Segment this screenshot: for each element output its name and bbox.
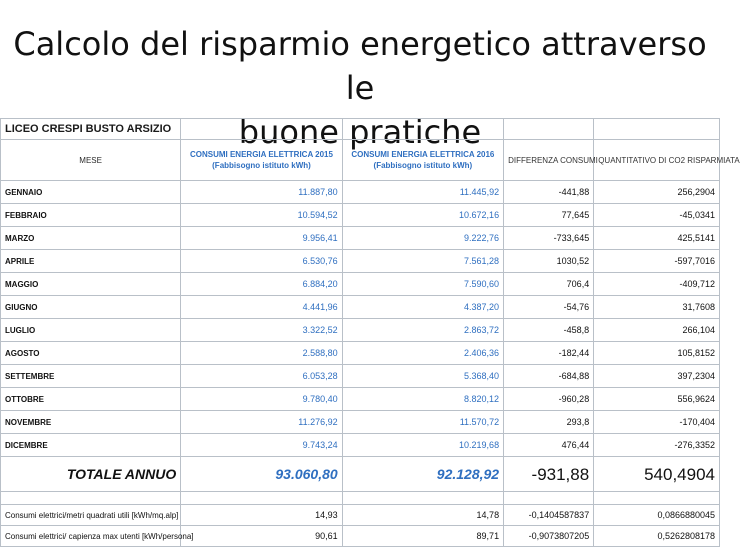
header-consumi-2015	[181, 140, 342, 181]
indicator-row	[1, 505, 720, 526]
differenza-cell: -182,44	[504, 342, 594, 365]
slide-title-line1: Calcolo del risparmio energetico attraverso le	[13, 25, 707, 107]
header-row	[1, 140, 720, 181]
month-cell: SETTEMBRE	[1, 365, 181, 388]
empty-cell	[342, 492, 503, 505]
differenza-cell: -458,8	[504, 319, 594, 342]
header-consumi-2016-line2: (Fabbisogno istituto kWh)	[373, 161, 473, 170]
co2-cell: -45,0341	[594, 204, 720, 227]
school-name: LICEO CRESPI BUSTO ARSIZIO	[1, 119, 181, 140]
header-consumi-2015-line1: CONSUMI ENERGIA ELETTRICA 2015	[189, 150, 333, 159]
slide-title-line2: buone pratiche	[238, 113, 482, 151]
month-cell: FEBBRAIO	[1, 204, 181, 227]
consumi-2015-cell: 2.588,80	[181, 342, 342, 365]
indicator-co2: 0,0866880045	[594, 505, 720, 526]
header-consumi-2016-line1: CONSUMI ENERGIA ELETTRICA 2016	[351, 150, 495, 159]
header-consumi-2016	[342, 140, 503, 181]
indicator-co2: 0,5262808178	[594, 526, 720, 547]
co2-cell: -409,712	[594, 273, 720, 296]
month-cell: APRILE	[1, 250, 181, 273]
total-consumi-2016: 92.128,92	[342, 457, 503, 492]
differenza-cell: 1030,52	[504, 250, 594, 273]
consumi-2015-cell: 4.441,96	[181, 296, 342, 319]
co2-cell: 105,8152	[594, 342, 720, 365]
energy-table	[0, 118, 740, 547]
month-cell: OTTOBRE	[1, 388, 181, 411]
consumi-2016-cell: 7.561,28	[342, 250, 503, 273]
month-cell: MARZO	[1, 227, 181, 250]
co2-cell: 266,104	[594, 319, 720, 342]
indicator-differenza: -0,9073807205	[504, 526, 594, 547]
differenza-cell: -54,76	[504, 296, 594, 319]
total-differenza: -931,88	[504, 457, 594, 492]
consumi-2016-cell: 9.222,76	[342, 227, 503, 250]
header-co2: QUANTITATIVO DI CO2 RISPARMIATA	[594, 140, 720, 181]
table-row	[1, 273, 720, 296]
co2-cell: 425,5141	[594, 227, 720, 250]
consumi-2016-cell: 5.368,40	[342, 365, 503, 388]
empty-cell	[594, 492, 720, 505]
empty-cell	[1, 492, 181, 505]
co2-cell: -276,3352	[594, 434, 720, 457]
month-cell: AGOSTO	[1, 342, 181, 365]
empty-cell	[181, 492, 342, 505]
spacer-row	[1, 492, 720, 505]
table-row	[1, 319, 720, 342]
indicator-2016: 14,78	[342, 505, 503, 526]
indicator-2015: 14,93	[181, 505, 342, 526]
differenza-cell: -441,88	[504, 181, 594, 204]
consumi-2016-cell: 2.863,72	[342, 319, 503, 342]
indicator-row	[1, 526, 720, 547]
differenza-cell: 293,8	[504, 411, 594, 434]
indicator-2016: 89,71	[342, 526, 503, 547]
co2-cell: 397,2304	[594, 365, 720, 388]
indicator-label: Consumi elettrici/ capienza max utenti [kWh/persona]	[1, 526, 181, 547]
month-cell: DICEMBRE	[1, 434, 181, 457]
differenza-cell: 77,645	[504, 204, 594, 227]
header-mese: MESE	[1, 140, 181, 181]
indicator-label: Consumi elettrici/metri quadrati utili [kWh/mq.alp]	[1, 505, 181, 526]
month-cell: GIUGNO	[1, 296, 181, 319]
table-row	[1, 296, 720, 319]
table-row	[1, 342, 720, 365]
co2-cell: 256,2904	[594, 181, 720, 204]
consumi-2016-cell: 4.387,20	[342, 296, 503, 319]
consumi-2015-cell: 3.322,52	[181, 319, 342, 342]
total-label: TOTALE ANNUO	[1, 457, 181, 492]
consumi-2016-cell: 11.445,92	[342, 181, 503, 204]
differenza-cell: -684,88	[504, 365, 594, 388]
header-differenza: DIFFERENZA CONSUMI	[504, 140, 594, 181]
consumi-2015-cell: 11.887,80	[181, 181, 342, 204]
total-co2: 540,4904	[594, 457, 720, 492]
month-cell: GENNAIO	[1, 181, 181, 204]
total-consumi-2015: 93.060,80	[181, 457, 342, 492]
total-row	[1, 457, 720, 492]
spreadsheet-image	[0, 118, 740, 541]
co2-cell: -170,404	[594, 411, 720, 434]
empty-cell	[504, 492, 594, 505]
month-cell: MAGGIO	[1, 273, 181, 296]
differenza-cell: -733,645	[504, 227, 594, 250]
indicator-differenza: -0,1404587837	[504, 505, 594, 526]
co2-cell: 556,9624	[594, 388, 720, 411]
consumi-2015-cell: 6.053,28	[181, 365, 342, 388]
consumi-2015-cell: 9.780,40	[181, 388, 342, 411]
differenza-cell: 706,4	[504, 273, 594, 296]
differenza-cell: -960,28	[504, 388, 594, 411]
header-consumi-2015-line2: (Fabbisogno istituto kWh)	[212, 161, 311, 170]
table-row	[1, 365, 720, 388]
table-row	[1, 434, 720, 457]
consumi-2016-cell: 10.672,16	[342, 204, 503, 227]
consumi-2016-cell: 11.570,72	[342, 411, 503, 434]
table-row	[1, 411, 720, 434]
consumi-2015-cell: 11.276,92	[181, 411, 342, 434]
consumi-2015-cell: 9.743,24	[181, 434, 342, 457]
consumi-2016-cell: 10.219,68	[342, 434, 503, 457]
consumi-2015-cell: 10.594,52	[181, 204, 342, 227]
co2-cell: -597,7016	[594, 250, 720, 273]
consumi-2016-cell: 7.590,60	[342, 273, 503, 296]
month-cell: LUGLIO	[1, 319, 181, 342]
consumi-2015-cell: 6.884,20	[181, 273, 342, 296]
month-cell: NOVEMBRE	[1, 411, 181, 434]
consumi-2015-cell: 6.530,76	[181, 250, 342, 273]
consumi-2016-cell: 8.820,12	[342, 388, 503, 411]
table-row	[1, 227, 720, 250]
table-row	[1, 388, 720, 411]
indicator-2015: 90,61	[181, 526, 342, 547]
consumi-2016-cell: 2.406,36	[342, 342, 503, 365]
table-row	[1, 250, 720, 273]
co2-cell: 31,7608	[594, 296, 720, 319]
differenza-cell: 476,44	[504, 434, 594, 457]
consumi-2015-cell: 9.956,41	[181, 227, 342, 250]
table-row	[1, 204, 720, 227]
table-row	[1, 181, 720, 204]
